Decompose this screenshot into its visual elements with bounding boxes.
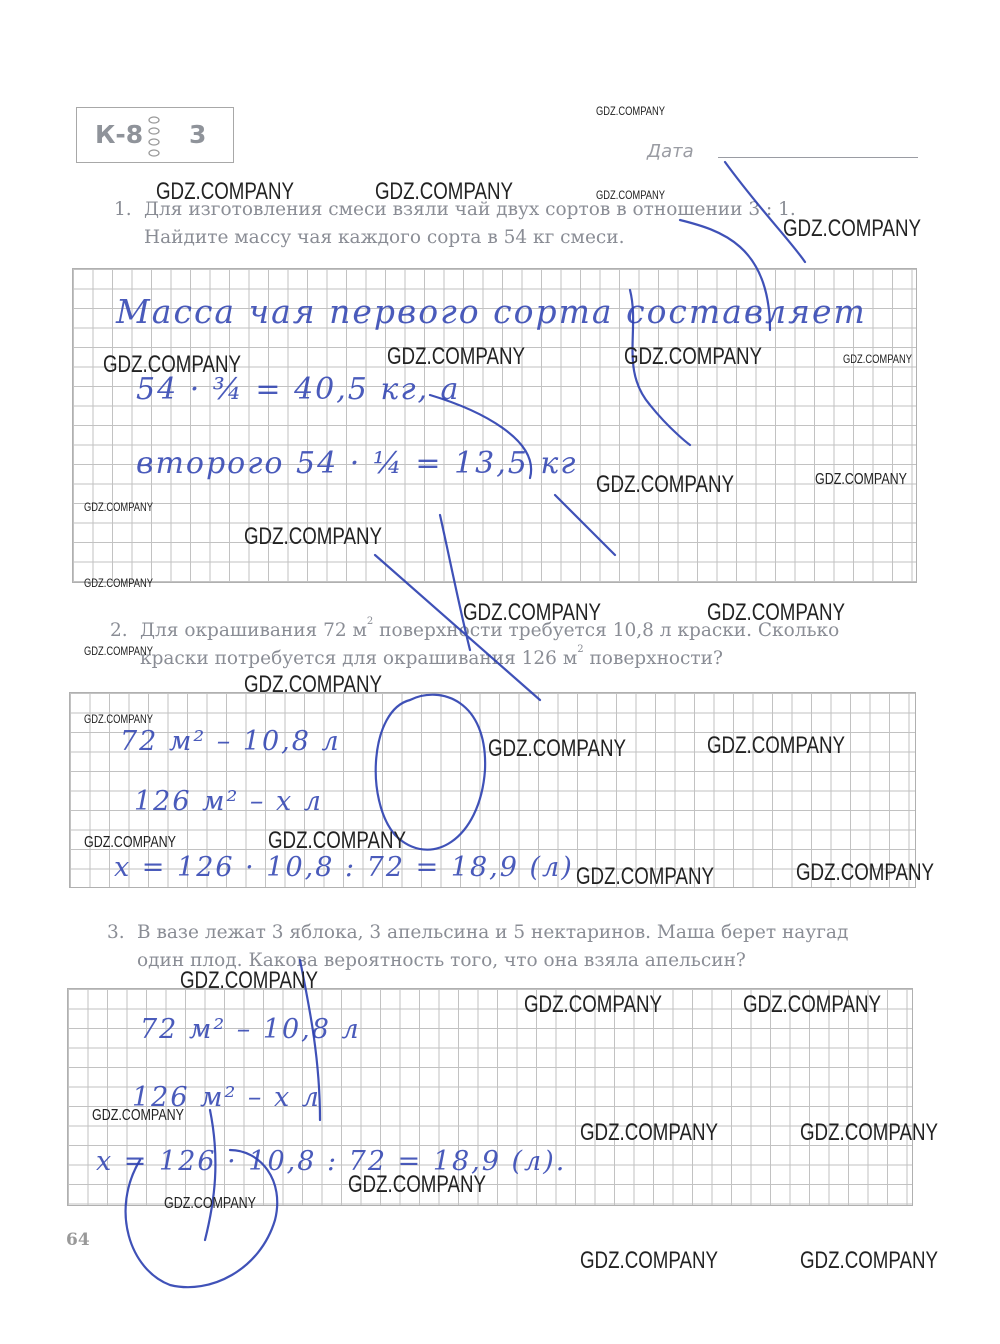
handwriting-t2-line2: 126 м² – х л <box>134 786 323 817</box>
handwriting-t2-line1: 72 м² – 10,8 л <box>120 726 341 757</box>
grade-mark-stroke-7 <box>440 515 470 650</box>
watermark: GDZ.COMPANY <box>244 671 382 698</box>
handwriting-t1-line1: Масса чая первого сорта составляет <box>116 292 867 331</box>
grade-mark-stroke-3 <box>680 220 770 330</box>
watermark: GDZ.COMPANY <box>580 1119 718 1146</box>
handwriting-t3-line2: 126 м² – х л <box>132 1082 321 1113</box>
grade-mark-stroke-6 <box>375 555 540 700</box>
grade-mark-stroke-9 <box>205 1110 215 1240</box>
task-1-line2: Найдите массу чая каждого сорта в 54 кг смеси. <box>144 227 625 248</box>
task-2-line2b: поверхности? <box>583 648 723 669</box>
watermark: GDZ.COMPANY <box>156 178 294 205</box>
watermark: GDZ.COMPANY <box>84 712 153 726</box>
task-2-line1b: поверхности требуется 10,8 л краски. Сколько <box>373 620 840 641</box>
handwriting-t3-line1: 72 м² – 10,8 л <box>140 1014 361 1045</box>
task-3-line2: один плод. Какова вероятность того, что она взяла апельсин? <box>137 950 746 971</box>
watermark: GDZ.COMPANY <box>783 215 921 242</box>
watermark: GDZ.COMPANY <box>463 599 601 626</box>
watermark: GDZ.COMPANY <box>84 500 153 514</box>
watermark: GDZ.COMPANY <box>800 1119 938 1146</box>
task-2-sup2: 2 <box>577 644 584 655</box>
page-number: 64 <box>66 1230 90 1250</box>
watermark: GDZ.COMPANY <box>180 967 318 994</box>
variant-label: К-8 <box>95 120 144 149</box>
watermark: GDZ.COMPANY <box>576 863 714 890</box>
grade-mark-stroke-4 <box>430 395 531 478</box>
variant-number: 3 <box>189 120 207 149</box>
watermark: GDZ.COMPANY <box>800 1247 938 1274</box>
watermark: GDZ.COMPANY <box>815 471 907 488</box>
watermark: GDZ.COMPANY <box>103 351 241 378</box>
watermark: GDZ.COMPANY <box>596 104 665 118</box>
watermark: GDZ.COMPANY <box>348 1171 486 1198</box>
watermark: GDZ.COMPANY <box>596 471 734 498</box>
handwriting-t3-line3: х = 126 · 10,8 : 72 = 18,9 (л). <box>96 1146 567 1177</box>
watermark: GDZ.COMPANY <box>268 827 406 854</box>
handwriting-t2-line3: х = 126 · 10,8 : 72 = 18,9 (л) <box>114 852 574 883</box>
watermark: GDZ.COMPANY <box>375 178 513 205</box>
watermark: GDZ.COMPANY <box>596 188 665 202</box>
task-1-number: 1. <box>114 199 132 220</box>
watermark: GDZ.COMPANY <box>92 1107 184 1124</box>
watermark: GDZ.COMPANY <box>580 1247 718 1274</box>
task-2-sup1: 2 <box>366 616 374 627</box>
watermark: GDZ.COMPANY <box>524 991 662 1018</box>
handwriting-t1-line2: 54 · ¾ = 40,5 кг, а <box>136 372 461 407</box>
grade-mark-stroke-5 <box>555 495 615 555</box>
grade-mark-stroke-1 <box>725 162 805 262</box>
watermark: GDZ.COMPANY <box>624 343 762 370</box>
watermark: GDZ.COMPANY <box>707 732 845 759</box>
task-1-line1: Для изготовления смеси взяли чай двух сортов в отношении 3 : 1. <box>144 199 796 220</box>
watermark: GDZ.COMPANY <box>84 834 176 851</box>
task-2-number: 2. <box>110 620 128 641</box>
watermark: GDZ.COMPANY <box>244 523 382 550</box>
watermark: GDZ.COMPANY <box>84 576 153 590</box>
watermark: GDZ.COMPANY <box>488 735 626 762</box>
handwriting-t1-line3: второго 54 · ¼ = 13,5 кг <box>136 446 578 481</box>
watermark: GDZ.COMPANY <box>843 352 912 366</box>
task-2-line2a: краски потребуется для окрашивания 126 м <box>140 648 578 669</box>
watermark: GDZ.COMPANY <box>707 599 845 626</box>
task-2-line1a: Для окрашивания 72 м <box>140 620 367 641</box>
date-label: Дата <box>647 141 694 162</box>
watermark: GDZ.COMPANY <box>796 859 934 886</box>
task-3-line1: В вазе лежат 3 яблока, 3 апельсина и 5 нектаринов. Маша берет наугад <box>137 922 849 943</box>
watermark: GDZ.COMPANY <box>84 644 153 658</box>
watermark: GDZ.COMPANY <box>743 991 881 1018</box>
watermark: GDZ.COMPANY <box>387 343 525 370</box>
watermark: GDZ.COMPANY <box>164 1195 256 1212</box>
grade-mark-circle-2 <box>126 1150 278 1287</box>
task-3-number: 3. <box>107 922 125 943</box>
